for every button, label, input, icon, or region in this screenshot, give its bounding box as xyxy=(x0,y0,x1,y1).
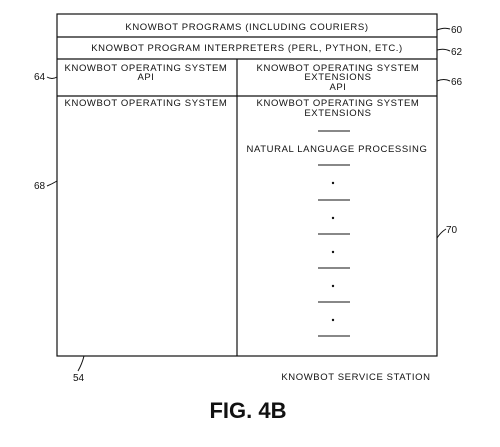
ref-70: 70 xyxy=(446,225,458,236)
ref-66: 66 xyxy=(451,77,463,88)
leader-60 xyxy=(437,28,450,30)
os-api-label-line1: KNOWBOT OPERATING SYSTEM xyxy=(64,63,228,74)
ref-60: 60 xyxy=(451,25,463,36)
nlp-label: NATURAL LANGUAGE PROCESSING xyxy=(246,144,428,155)
leader-66 xyxy=(437,80,450,82)
ellipsis-dot-4 xyxy=(332,285,334,287)
figure-caption: FIG. 4B xyxy=(209,398,287,423)
leader-54 xyxy=(78,356,84,371)
ref-64: 64 xyxy=(34,72,46,83)
ext-label-line2: EXTENSIONS xyxy=(304,108,372,119)
os-label: KNOWBOT OPERATING SYSTEM xyxy=(64,98,228,109)
ref-62: 62 xyxy=(451,47,463,58)
leader-62 xyxy=(437,49,450,51)
os-api-label-line2: API xyxy=(137,72,155,83)
ext-api-label-line2: EXTENSIONS xyxy=(304,72,372,83)
ellipsis-dot-3 xyxy=(332,251,334,253)
layer-knowbot-programs: KNOWBOT PROGRAMS (INCLUDING COURIERS) xyxy=(125,22,369,33)
ref-54: 54 xyxy=(73,373,85,384)
ellipsis-dot-2 xyxy=(332,217,334,219)
ext-api-label-line3: API xyxy=(329,82,347,93)
service-station-label: KNOWBOT SERVICE STATION xyxy=(281,372,431,383)
leader-64 xyxy=(47,77,57,79)
layer-interpreters: KNOWBOT PROGRAM INTERPRETERS (PERL, PYTHON, ETC.) xyxy=(91,43,403,54)
ellipsis-dot-1 xyxy=(332,182,334,184)
ext-api-label-line1: KNOWBOT OPERATING SYSTEM xyxy=(256,63,420,74)
leader-68 xyxy=(47,181,57,186)
ext-label-line1: KNOWBOT OPERATING SYSTEM xyxy=(256,98,420,109)
leader-70 xyxy=(437,229,446,238)
ellipsis-dot-5 xyxy=(332,319,334,321)
ref-68: 68 xyxy=(34,181,46,192)
